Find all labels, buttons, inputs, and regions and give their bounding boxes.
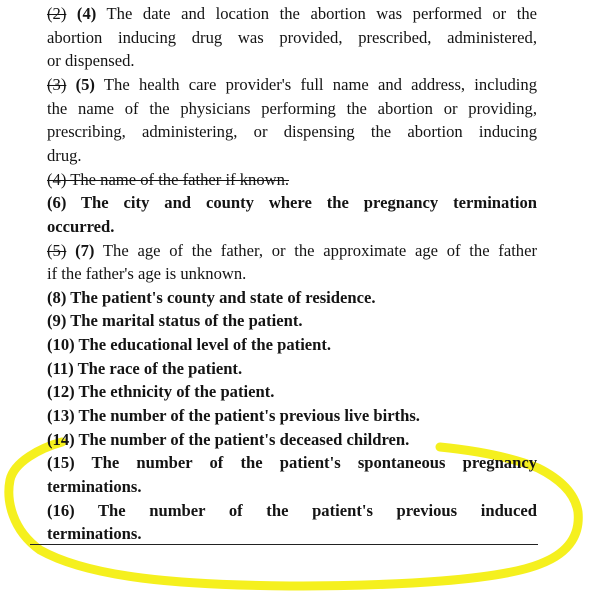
text-segment: abortion inducing drug was provided, prescribed, administered, — [47, 27, 537, 47]
horizontal-rule — [30, 544, 538, 545]
struck-text: (2) — [47, 4, 67, 23]
text-segment — [66, 4, 77, 23]
text-segment: the name of the physicians performing the abortion or providing, — [47, 98, 537, 118]
text-line — [47, 499, 537, 523]
text-line — [47, 144, 537, 168]
inserted-bold-text: terminations. — [47, 524, 142, 544]
inserted-bold-text: occurred. — [47, 216, 115, 236]
inserted-bold-text: (13) The number of the patient's previous live births. — [47, 406, 420, 426]
text-line — [47, 2, 537, 26]
inserted-bold-text: (7) — [75, 240, 95, 260]
text-line — [47, 309, 537, 333]
text-segment: or dispensed. — [47, 51, 135, 71]
text-line — [47, 286, 537, 310]
inserted-bold-text: (8) The patient's county and state of residence. — [47, 287, 376, 307]
text-segment: The health care provider's full name and address, including — [94, 74, 537, 94]
text-segment — [66, 75, 75, 94]
text-line — [47, 168, 537, 192]
text-segment: The date and location the abortion was performed or the — [96, 4, 537, 23]
text-line — [47, 215, 537, 239]
inserted-bold-text: (4) — [76, 4, 97, 23]
text-line — [47, 451, 537, 475]
inserted-bold-text: (14) The number of the patient's deceased children. — [47, 429, 410, 449]
inserted-bold-text: (15) The number of the patient's spontaneous pregnancy — [47, 453, 537, 473]
text-segment: prescribing, administering, or dispensing the abortion inducing — [47, 122, 537, 142]
inserted-bold-text: (11) The race of the patient. — [47, 358, 243, 378]
text-line — [47, 49, 537, 73]
text-segment — [66, 241, 75, 260]
inserted-bold-text: (16) The number of the patient's previous induced — [47, 500, 537, 520]
text-line — [47, 26, 537, 50]
struck-text: (3) — [47, 74, 67, 94]
text-line — [47, 120, 537, 144]
text-line — [47, 333, 537, 357]
text-line — [47, 380, 537, 404]
struck-text: (4) The name of the father if known. — [47, 169, 290, 189]
text-line — [47, 428, 537, 452]
inserted-bold-text: terminations. — [47, 477, 142, 496]
text-line — [47, 239, 537, 263]
text-line — [47, 262, 537, 286]
inserted-bold-text: (12) The ethnicity of the patient. — [47, 382, 275, 402]
text-line — [47, 73, 537, 97]
inserted-bold-text: (9) The marital status of the patient. — [47, 311, 303, 331]
text-line — [47, 191, 537, 215]
inserted-bold-text: (10) The educational level of the patient. — [47, 335, 332, 355]
struck-text: (5) — [47, 240, 67, 260]
text-segment: if the father's age is unknown. — [47, 264, 247, 284]
text-segment: The age of the father, or the approximate age of the father — [94, 240, 537, 260]
text-line — [47, 97, 537, 121]
inserted-bold-text: (5) — [75, 74, 95, 94]
inserted-bold-text: (6) The city and county where the pregnancy termination — [47, 193, 537, 213]
text-line — [47, 475, 537, 499]
text-segment: drug. — [47, 145, 82, 165]
text-line — [47, 522, 537, 546]
text-line — [47, 404, 537, 428]
text-line — [47, 357, 537, 381]
